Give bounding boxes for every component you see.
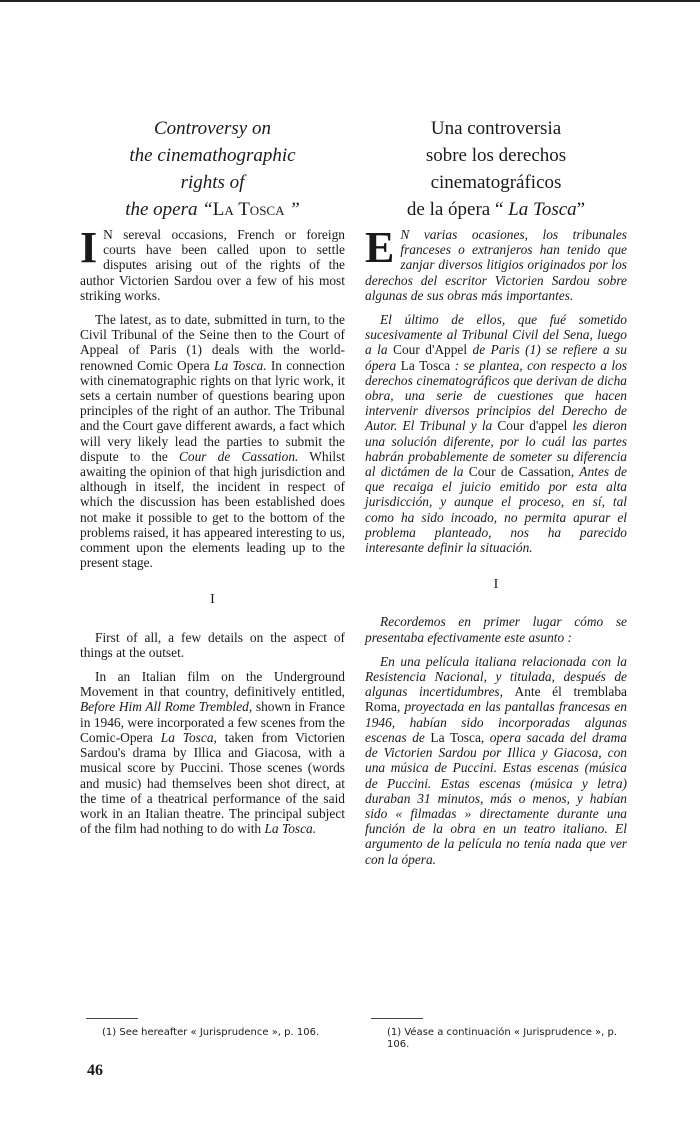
english-footnote: (1) See hereafter « Jurisprudence », p. 106. <box>102 1027 320 1038</box>
spanish-p4-c: opera sacada del drama de Victorien Sardou por Illica y Giacosa, con una música de Puccini. Estas escenas (música de Puccini. Estas escenas (música y letra) duraban 31 minutos, más o menos, y habían sido « filmadas » directamente durante una función de la obra en un teatro italiano. El argumento de la película no tenía nada que ver con la ópera. <box>365 729 627 867</box>
english-title-suffix: ” <box>284 199 300 220</box>
spanish-p2-cour3: Cour de Cassation, <box>468 464 575 480</box>
spanish-section-number: I <box>493 577 499 593</box>
english-p4-c: taken from Victorien Sardou's drama by Illica and Giacosa, with a musical score by Puccini. Those scenes (words and music) had themselves been shot direct, at the time of a theatrical performance of the said work in an Italian theatre. The principal subject of the film had nothing to do with <box>80 729 346 837</box>
spanish-title-work: La Tosca <box>508 199 577 220</box>
spanish-paragraph-4 <box>365 654 627 867</box>
spanish-title-line-4 <box>365 196 627 223</box>
spanish-p2-latosca: La Tosca <box>400 357 451 373</box>
english-footnote-rule <box>86 1018 138 1019</box>
english-title-prefix: the opera “ <box>125 199 213 220</box>
english-title-work: La Tosca <box>212 199 285 220</box>
spanish-p4-a: En una película italiana relacionada con la Resistencia Nacional, y titulada, después de algunas incertidumbres, <box>365 653 627 700</box>
spanish-footnote-rule <box>371 1018 423 1019</box>
spanish-column <box>365 115 627 876</box>
spanish-p2-e: Antes de que recaiga el juicio emitido por esta alta jurisdicción, y aunque el proceso, en sí, tal como ha sido incoado, no permita apurar el problema planteado, nos ha parecido interesante definir la situación. <box>365 464 627 556</box>
english-p4-work: La Tosca, <box>160 729 217 745</box>
top-rule <box>0 0 700 2</box>
spanish-body <box>365 223 628 867</box>
spanish-p2-cour1: Cour d'Appel <box>393 342 468 358</box>
english-footnote-block <box>80 1018 345 1039</box>
english-p4-film: Before Him All Rome Trembled, <box>80 699 253 715</box>
spanish-title-prefix: de la ópera “ <box>406 199 509 220</box>
english-paragraph-3: First of all, a few details on the aspect of things at the outset. <box>80 629 345 660</box>
spanish-p4-latosca: La Tosca, <box>430 729 485 745</box>
spanish-p1-text: N varias ocasiones, los tribunales franceses o extranjeros han tenido que zanjar diversos litigios originados por los derechos del escritor Victorien Sardou sobre algunas de sus obras más importantes. <box>365 227 627 303</box>
english-title-line-4 <box>80 196 345 223</box>
spanish-p2-c: : se plantea, con respecto a los derechos cinematográficos que derivan de dicha obra, una serie de cuestiones que hacen intervenir diversos principios del Derecho de Autor. El Tribunal y la <box>365 357 628 434</box>
spanish-paragraph-3: Recordemos en primer lugar cómo se presentaba efectivamente este asunto : <box>365 614 627 645</box>
spanish-p2-d: les dieron una solución diferente, por lo cuál las partes habrán probablemente de someter su diferencia al dictámen de la <box>365 418 627 480</box>
english-paragraph-4 <box>80 669 345 836</box>
spanish-p4-film: Ante él tremblaba Roma, <box>365 684 627 715</box>
english-p2-work: La Tosca. <box>214 357 267 373</box>
spanish-title-line-1: Una controversia <box>430 118 562 139</box>
english-title-line-2: the cinemathographic <box>129 145 296 166</box>
spanish-title-line-2: sobre los derechos <box>425 145 567 166</box>
english-title <box>80 115 345 227</box>
spanish-title-suffix: ” <box>576 199 586 220</box>
english-body <box>80 223 346 837</box>
english-title-line-3: rights of <box>180 172 245 193</box>
english-paragraph-1 <box>80 223 345 303</box>
english-paragraph-2 <box>80 312 345 570</box>
english-section-number: I <box>210 592 215 608</box>
english-p4-b: shown in France in 1946, were incorporated a few scenes from the Comic-Opera <box>80 699 345 745</box>
page-number: 46 <box>87 1062 103 1079</box>
spanish-p2-cour2: Cour d'appel <box>497 418 568 434</box>
english-p2-c: Whilst awaiting the opinion of that high jurisdiction and although in itself, the incident in respect of which the discussion has been established does not make it possible to get to the bottom of the problems raised, it has appeared interesting to us, comment upon the elements leading up to the present stage. <box>80 448 346 571</box>
english-p4-work2: La Tosca. <box>264 821 317 837</box>
english-dropcap: I <box>80 223 98 272</box>
spanish-title <box>365 115 627 227</box>
spanish-p2-b: de Paris (1) se refiere a su ópera <box>365 342 628 373</box>
spanish-paragraph-1 <box>365 223 627 303</box>
english-column <box>80 115 345 845</box>
english-p2-court: Cour de Cassation. <box>178 448 299 464</box>
spanish-title-line-3: cinematográficos <box>430 172 562 193</box>
spanish-p2-a: El último de ellos, que fué sometido sucesivamente al Tribunal Civil del Sena, luego a la <box>365 312 627 358</box>
spanish-p4-b: proyectada en las pantallas francesas en 1946, habían sido incorporadas algunas escenas de <box>365 699 627 745</box>
english-title-line-1: Controversy on <box>154 118 271 139</box>
english-p4-a: In an Italian film on the Underground Movement in that country, definitively entitled, <box>80 669 345 700</box>
english-p2-b: In connection with cinematographic rights on that lyric work, it sets a certain number of questions bearing upon principles of the right of an author. The Tribunal and the Court gave different awards, a fact which will very likely lead the parties to submit the dispute to the <box>80 357 345 464</box>
english-p2-a: The latest, as to date, submitted in turn, to the Civil Tribunal of the Seine then to the Court of Appeal of Paris (1) deals with the world-renowned Comic Opera <box>80 312 345 373</box>
spanish-footnote: (1) Véase a continuación « Jurisprudence », p. 106. <box>387 1027 618 1050</box>
spanish-paragraph-2 <box>365 312 627 555</box>
spanish-footnote-block <box>365 1018 627 1051</box>
english-p1-text: N sereval occasions, French or foreign courts have been called upon to settle disputes arising out of the rights of the author Victorien Sardou over a few of his most striking works. <box>80 227 345 303</box>
spanish-dropcap: E <box>365 223 395 272</box>
